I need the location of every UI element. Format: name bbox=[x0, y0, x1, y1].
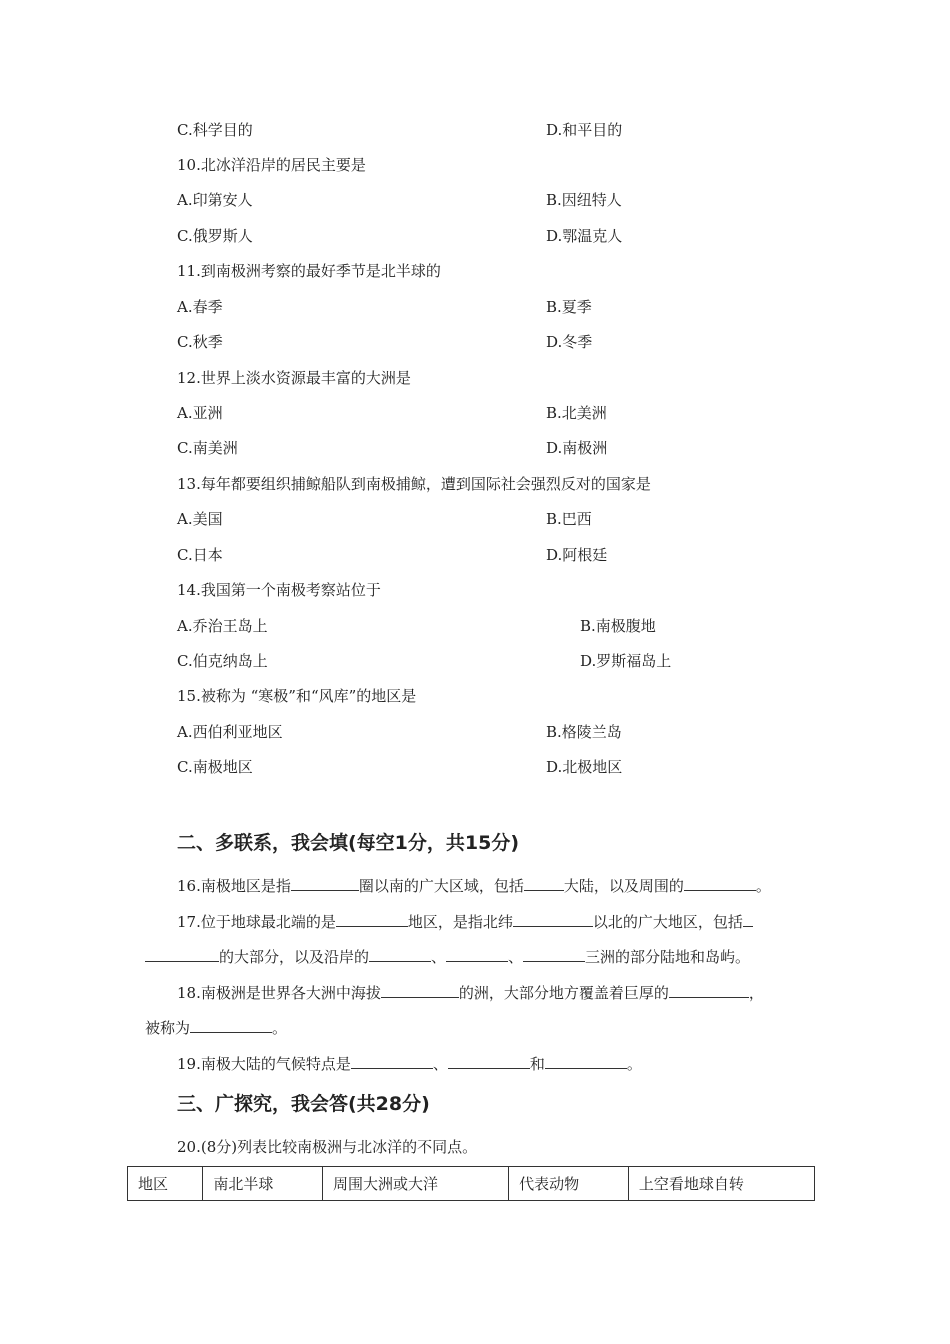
option-c: C.伯克纳岛上 bbox=[177, 652, 268, 670]
table-header-cell: 地区 bbox=[128, 1167, 203, 1201]
answer-blank[interactable] bbox=[351, 1053, 433, 1069]
option-b: B.夏季 bbox=[546, 298, 592, 316]
option-c: C.秋季 bbox=[177, 333, 223, 351]
answer-blank[interactable] bbox=[545, 1053, 627, 1069]
option-c: C.南美洲 bbox=[177, 439, 238, 457]
question-stem: 11.到南极洲考察的最好季节是北半球的 bbox=[177, 262, 441, 280]
option-a: A.美国 bbox=[177, 510, 223, 528]
option-b: B.因纽特人 bbox=[546, 191, 622, 209]
option-d: D.冬季 bbox=[546, 333, 593, 351]
option-c: C.俄罗斯人 bbox=[177, 227, 253, 245]
option-a: A.春季 bbox=[177, 298, 223, 316]
answer-blank[interactable] bbox=[513, 911, 593, 927]
answer-blank[interactable] bbox=[743, 911, 753, 927]
answer-blank[interactable] bbox=[684, 875, 756, 891]
question-stem: 14.我国第一个南极考察站位于 bbox=[177, 581, 381, 599]
option-a: A.印第安人 bbox=[177, 191, 253, 209]
answer-blank[interactable] bbox=[291, 875, 359, 891]
question-stem: 20.(8分)列表比较南极洲与北冰洋的不同点。 bbox=[177, 1138, 478, 1156]
answer-blank[interactable] bbox=[448, 1053, 530, 1069]
answer-blank[interactable] bbox=[336, 911, 408, 927]
option-a: A.亚洲 bbox=[177, 404, 223, 422]
table-header-cell: 代表动物 bbox=[509, 1167, 629, 1201]
answer-blank[interactable] bbox=[369, 946, 431, 962]
fill-question-19: 19.南极大陆的气候特点是 、 和 。 bbox=[177, 1055, 642, 1073]
option-b: B.北美洲 bbox=[546, 404, 607, 422]
section-heading: 二、多联系，我会填(每空1分，共15分) bbox=[177, 832, 520, 854]
option-a: A.乔治王岛上 bbox=[177, 617, 268, 635]
comparison-table bbox=[127, 1166, 815, 1201]
option-b: B.巴西 bbox=[546, 510, 592, 528]
answer-blank[interactable] bbox=[381, 982, 459, 998]
table-header-cell: 上空看地球自转 bbox=[628, 1167, 814, 1201]
fill-question-16: 16.南极地区是指 圈以南的广大区域，包括 大陆，以及周围的 。 bbox=[177, 877, 771, 895]
fill-question-18-cont: 被称为 。 bbox=[145, 1019, 288, 1037]
fill-question-18: 18.南极洲是世界各大洲中海拔 的洲，大部分地方覆盖着巨厚的 ， bbox=[177, 984, 764, 1002]
answer-blank[interactable] bbox=[446, 946, 508, 962]
fill-question-17-cont: 的大部分，以及沿岸的 、 、 三洲的部分陆地和岛屿。 bbox=[145, 946, 750, 967]
section-heading: 三、广探究，我会答(共28分) bbox=[177, 1093, 430, 1115]
option-c: C.科学目的 bbox=[177, 121, 253, 139]
option-d: D.阿根廷 bbox=[546, 546, 608, 564]
table-header-cell: 周围大洲或大洋 bbox=[323, 1167, 509, 1201]
option-c: C.日本 bbox=[177, 546, 223, 564]
option-d: D.鄂温克人 bbox=[546, 227, 623, 245]
option-c: C.南极地区 bbox=[177, 758, 253, 776]
question-stem: 13.每年都要组织捕鲸船队到南极捕鲸，遭到国际社会强烈反对的国家是 bbox=[177, 475, 651, 493]
option-b: B.格陵兰岛 bbox=[546, 723, 622, 741]
answer-blank[interactable] bbox=[190, 1017, 272, 1033]
option-d: D.北极地区 bbox=[546, 758, 623, 776]
option-d: D.罗斯福岛上 bbox=[580, 652, 672, 670]
answer-blank[interactable] bbox=[524, 875, 564, 891]
question-stem: 15.被称为 “寒极”和“风库”的地区是 bbox=[177, 687, 417, 705]
table-header-cell: 南北半球 bbox=[203, 1167, 323, 1201]
option-b: B.南极腹地 bbox=[580, 617, 656, 635]
option-a: A.西伯利亚地区 bbox=[177, 723, 283, 741]
fill-question-17: 17.位于地球最北端的是 地区，是指北纬 以北的广大地区，包括 bbox=[177, 911, 753, 932]
answer-blank[interactable] bbox=[669, 982, 749, 998]
table-row bbox=[128, 1167, 815, 1201]
question-stem: 12.世界上淡水资源最丰富的大洲是 bbox=[177, 369, 411, 387]
answer-blank[interactable] bbox=[145, 946, 219, 962]
option-d: D.南极洲 bbox=[546, 439, 608, 457]
answer-blank[interactable] bbox=[523, 946, 585, 962]
question-stem: 10.北冰洋沿岸的居民主要是 bbox=[177, 156, 366, 174]
option-d: D.和平目的 bbox=[546, 121, 623, 139]
